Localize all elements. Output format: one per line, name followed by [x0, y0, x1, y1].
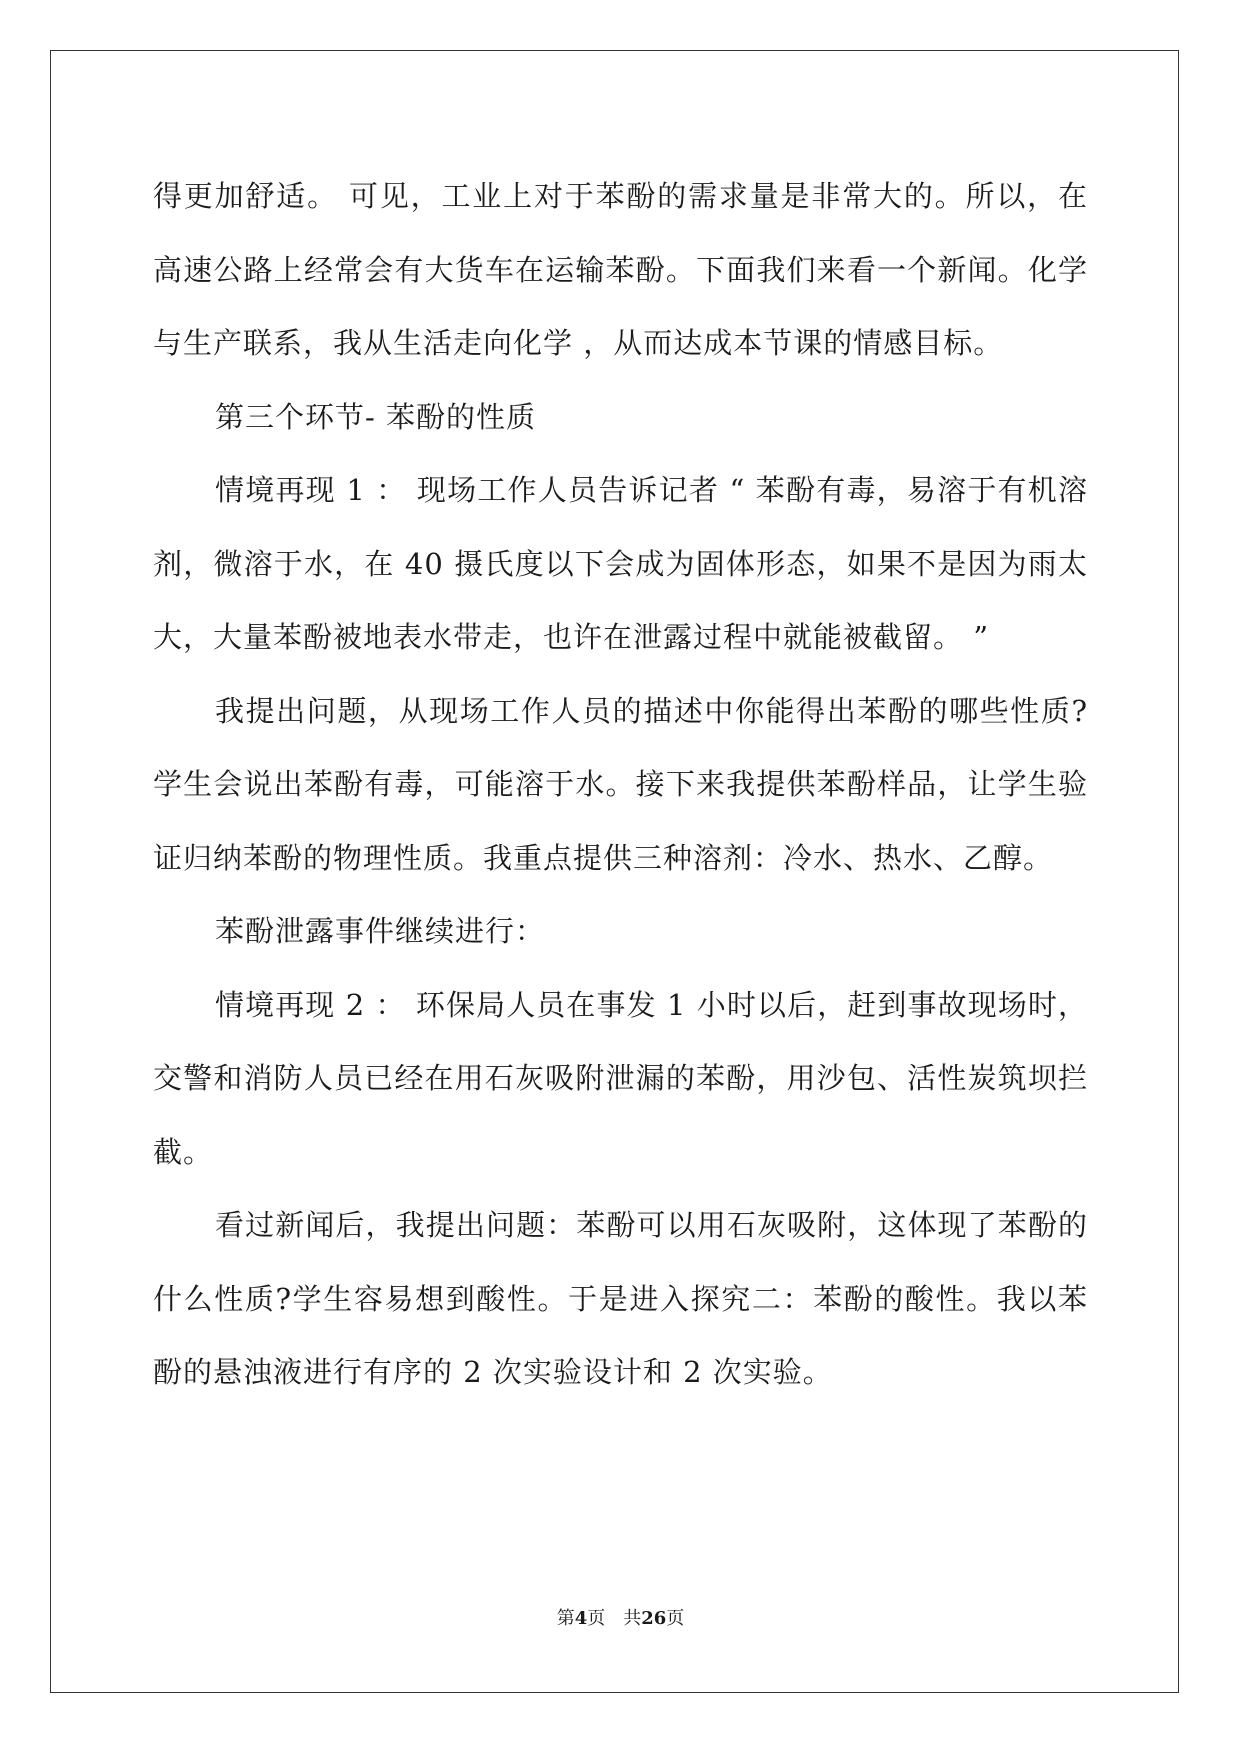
section-heading: 第三个环节- 苯酚的性质: [215, 399, 537, 434]
footer-total-prefix: 共: [623, 1608, 642, 1629]
footer-total-pages: 26: [641, 1608, 667, 1629]
footer-page-suffix: 页: [587, 1608, 606, 1629]
paragraph-scenario-2: 情境再现 2 ： 环保局人员在事发 1 小时以后，赶到事故现场时，交警和消防人员已经在用石灰吸附泄漏的苯酚，用沙包、活性炭筑坝拦截。: [153, 987, 1088, 1169]
document-body: [153, 160, 1088, 1410]
paragraph-scenario-1: 情境再现 1 ： 现场工作人员告诉记者 “ 苯酚有毒，易溶于有机溶剂，微溶于水，在 40 摄氏度以下会成为固体形态，如果不是因为雨太大，大量苯酚被地表水带走，也许在泄露过程中就能被截留。 ”: [153, 473, 1088, 654]
paragraph-question-2: 看过新闻后，我提出问题：苯酚可以用石灰吸附，这体现了苯酚的什么性质?学生容易想到酸性。于是进入探究二：苯酚的酸性。我以苯酚的悬浊液进行有序的 2 次实验设计和 2 次实验。: [153, 1208, 1088, 1389]
page-footer: [0, 1604, 1241, 1630]
footer-total-suffix: 页: [666, 1608, 685, 1629]
paragraph-question-1: 我提出问题，从现场工作人员的描述中你能得出苯酚的哪些性质?学生会说出苯酚有毒，可能溶于水。接下来我提供苯酚样品，让学生验证归纳苯酚的物理性质。我重点提供三种溶剂：冷水、热水、乙醇。: [153, 693, 1088, 875]
footer-prefix: 第: [556, 1608, 575, 1629]
paragraph-continue: 苯酚泄露事件继续进行：: [215, 914, 546, 948]
paragraph-1: 得更加舒适。 可见，工业上对于苯酚的需求量是非常大的。所以，在高速公路上经常会有大货车在运输苯酚。下面我们来看一个新闻。化学与生产联系，我从生活走向化学 ，从而达成本节课的情感目标。: [153, 179, 1088, 360]
footer-page-number: 4: [574, 1608, 588, 1629]
